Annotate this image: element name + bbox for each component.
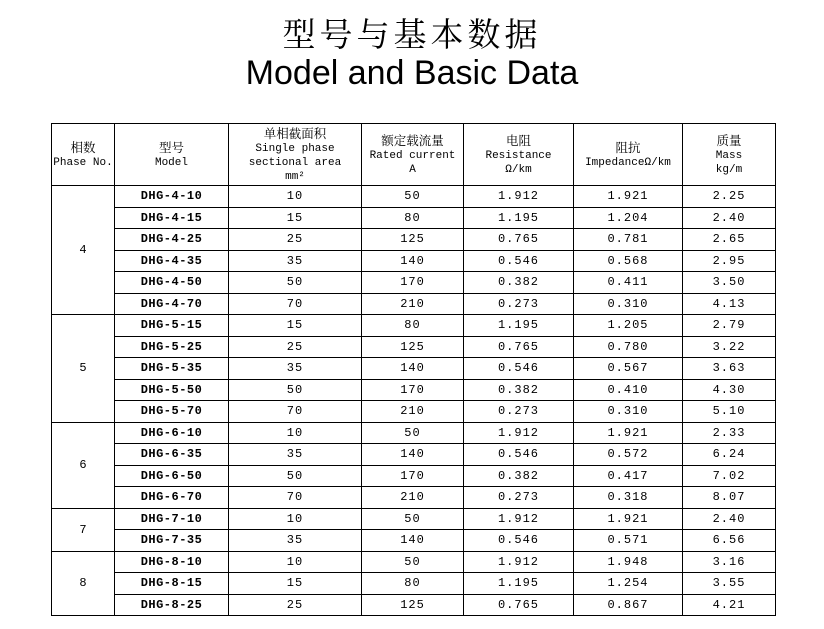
impedance-cell: 0.572 (574, 444, 683, 466)
rated-current-cell: 170 (362, 379, 464, 401)
mass-cell: 2.40 (683, 207, 776, 229)
rated-current-cell: 80 (362, 315, 464, 337)
phase-cell: 7 (52, 508, 115, 551)
header-resistance-line: Resistance (485, 149, 552, 162)
header-mass-line: 质量 (716, 132, 742, 148)
table-row (52, 487, 776, 509)
resistance-cell: 0.382 (464, 272, 574, 294)
rated-current-cell: 140 (362, 250, 464, 272)
rated-current-cell: 80 (362, 207, 464, 229)
impedance-cell: 1.921 (574, 508, 683, 530)
model-cell: DHG-7-10 (115, 508, 229, 530)
rated-current-cell: 80 (362, 573, 464, 595)
resistance-cell: 0.382 (464, 379, 574, 401)
header-rated-current (362, 124, 464, 186)
rated-current-cell: 210 (362, 293, 464, 315)
model-cell: DHG-4-10 (115, 186, 229, 208)
impedance-cell: 0.571 (574, 530, 683, 552)
sectional-area-cell: 25 (229, 594, 362, 616)
header-mass-line: kg/m (715, 163, 743, 176)
sectional-area-cell: 50 (229, 379, 362, 401)
sectional-area-cell: 15 (229, 315, 362, 337)
header-model (115, 124, 229, 186)
sectional-area-cell: 35 (229, 530, 362, 552)
model-cell: DHG-7-35 (115, 530, 229, 552)
resistance-cell: 1.195 (464, 315, 574, 337)
header-mass-line: Mass (715, 149, 743, 162)
mass-cell: 2.25 (683, 186, 776, 208)
rated-current-cell: 210 (362, 401, 464, 423)
sectional-area-cell: 70 (229, 487, 362, 509)
sectional-area-cell: 35 (229, 250, 362, 272)
header-impedance-line: ImpedanceΩ/km (585, 156, 671, 169)
rated-current-cell: 50 (362, 508, 464, 530)
phase-cell: 5 (52, 315, 115, 423)
resistance-cell: 1.912 (464, 186, 574, 208)
rated-current-cell: 125 (362, 229, 464, 251)
model-cell: DHG-8-25 (115, 594, 229, 616)
sectional-area-cell: 25 (229, 229, 362, 251)
table-row (52, 379, 776, 401)
resistance-cell: 0.765 (464, 594, 574, 616)
table-row (52, 207, 776, 229)
table-row (52, 229, 776, 251)
model-cell: DHG-4-15 (115, 207, 229, 229)
mass-cell: 2.79 (683, 315, 776, 337)
model-cell: DHG-5-15 (115, 315, 229, 337)
page-title-zh: 型号与基本数据 (282, 15, 542, 54)
table-row (52, 250, 776, 272)
model-cell: DHG-4-70 (115, 293, 229, 315)
impedance-cell: 0.310 (574, 401, 683, 423)
table-row (52, 444, 776, 466)
sectional-area-cell: 25 (229, 336, 362, 358)
table-row (52, 551, 776, 573)
impedance-cell: 0.867 (574, 594, 683, 616)
model-cell: DHG-5-70 (115, 401, 229, 423)
header-phase-line: 相数 (70, 139, 96, 155)
impedance-cell: 0.568 (574, 250, 683, 272)
impedance-cell: 0.567 (574, 358, 683, 380)
mass-cell: 3.63 (683, 358, 776, 380)
model-cell: DHG-4-25 (115, 229, 229, 251)
header-phase-line: Phase No. (53, 156, 113, 169)
mass-cell: 3.55 (683, 573, 776, 595)
model-cell: DHG-4-35 (115, 250, 229, 272)
resistance-cell: 0.765 (464, 229, 574, 251)
model-basic-data-table (51, 123, 776, 616)
header-rated-current-line: 额定载流量 (381, 132, 444, 148)
impedance-cell: 0.417 (574, 465, 683, 487)
header-model-line: 型号 (158, 139, 184, 155)
table-row (52, 272, 776, 294)
impedance-cell: 1.921 (574, 422, 683, 444)
model-cell: DHG-4-50 (115, 272, 229, 294)
page-title (0, 14, 824, 93)
table-row (52, 186, 776, 208)
mass-cell: 6.24 (683, 444, 776, 466)
impedance-cell: 1.921 (574, 186, 683, 208)
mass-cell: 8.07 (683, 487, 776, 509)
model-cell: DHG-8-15 (115, 573, 229, 595)
model-cell: DHG-6-70 (115, 487, 229, 509)
header-sectional-area (229, 124, 362, 186)
impedance-cell: 0.318 (574, 487, 683, 509)
resistance-cell: 0.765 (464, 336, 574, 358)
header-impedance (574, 124, 683, 186)
rated-current-cell: 50 (362, 186, 464, 208)
mass-cell: 2.33 (683, 422, 776, 444)
impedance-cell: 0.410 (574, 379, 683, 401)
page-title-en: Model and Basic Data (245, 54, 579, 93)
model-cell: DHG-6-35 (115, 444, 229, 466)
header-phase (52, 124, 115, 186)
rated-current-cell: 50 (362, 551, 464, 573)
mass-cell: 7.02 (683, 465, 776, 487)
resistance-cell: 0.546 (464, 250, 574, 272)
mass-cell: 2.40 (683, 508, 776, 530)
table-row (52, 530, 776, 552)
rated-current-cell: 125 (362, 594, 464, 616)
header-rated-current-line: Rated current (369, 149, 456, 162)
header-sectional-area-line: 单相截面积 (263, 125, 327, 141)
sectional-area-cell: 70 (229, 401, 362, 423)
table-row (52, 293, 776, 315)
rated-current-cell: 170 (362, 465, 464, 487)
phase-cell: 6 (52, 422, 115, 508)
resistance-cell: 0.273 (464, 293, 574, 315)
header-resistance-line: Ω/km (505, 163, 532, 176)
mass-cell: 2.95 (683, 250, 776, 272)
resistance-cell: 0.546 (464, 358, 574, 380)
mass-cell: 3.50 (683, 272, 776, 294)
impedance-cell: 1.205 (574, 315, 683, 337)
header-resistance-line: 电阻 (505, 132, 531, 148)
rated-current-cell: 210 (362, 487, 464, 509)
header-model-line: Model (154, 156, 188, 169)
header-resistance (464, 124, 574, 186)
rated-current-cell: 170 (362, 272, 464, 294)
mass-cell: 2.65 (683, 229, 776, 251)
rated-current-cell: 50 (362, 422, 464, 444)
header-sectional-area-line: Single phase (255, 142, 335, 155)
model-cell: DHG-5-25 (115, 336, 229, 358)
impedance-cell: 0.781 (574, 229, 683, 251)
header-sectional-area-line: sectional area (248, 156, 342, 169)
sectional-area-cell: 50 (229, 272, 362, 294)
rated-current-cell: 125 (362, 336, 464, 358)
resistance-cell: 0.273 (464, 401, 574, 423)
sectional-area-cell: 50 (229, 465, 362, 487)
table-row (52, 465, 776, 487)
mass-cell: 3.22 (683, 336, 776, 358)
table-row (52, 358, 776, 380)
header-sectional-area-line: mm² (285, 170, 305, 183)
table-row (52, 594, 776, 616)
mass-cell: 4.21 (683, 594, 776, 616)
table-row (52, 315, 776, 337)
header-impedance-line: 阻抗 (615, 139, 641, 155)
table-header (52, 124, 776, 186)
resistance-cell: 1.195 (464, 207, 574, 229)
model-cell: DHG-8-10 (115, 551, 229, 573)
model-cell: DHG-5-50 (115, 379, 229, 401)
mass-cell: 4.30 (683, 379, 776, 401)
resistance-cell: 0.546 (464, 530, 574, 552)
mass-cell: 4.13 (683, 293, 776, 315)
impedance-cell: 0.780 (574, 336, 683, 358)
impedance-cell: 0.310 (574, 293, 683, 315)
table-row (52, 422, 776, 444)
rated-current-cell: 140 (362, 444, 464, 466)
table-row (52, 508, 776, 530)
mass-cell: 5.10 (683, 401, 776, 423)
phase-cell: 8 (52, 551, 115, 616)
impedance-cell: 1.204 (574, 207, 683, 229)
model-cell: DHG-6-10 (115, 422, 229, 444)
table-body (52, 186, 776, 616)
sectional-area-cell: 15 (229, 207, 362, 229)
table-row (52, 336, 776, 358)
resistance-cell: 0.273 (464, 487, 574, 509)
impedance-cell: 1.948 (574, 551, 683, 573)
mass-cell: 3.16 (683, 551, 776, 573)
mass-cell: 6.56 (683, 530, 776, 552)
sectional-area-cell: 35 (229, 358, 362, 380)
sectional-area-cell: 70 (229, 293, 362, 315)
sectional-area-cell: 10 (229, 422, 362, 444)
header-rated-current-line: A (409, 163, 416, 176)
model-cell: DHG-6-50 (115, 465, 229, 487)
resistance-cell: 0.546 (464, 444, 574, 466)
table-row (52, 401, 776, 423)
sectional-area-cell: 10 (229, 508, 362, 530)
header-mass (683, 124, 776, 186)
sectional-area-cell: 10 (229, 186, 362, 208)
sectional-area-cell: 10 (229, 551, 362, 573)
impedance-cell: 1.254 (574, 573, 683, 595)
resistance-cell: 1.912 (464, 422, 574, 444)
rated-current-cell: 140 (362, 530, 464, 552)
resistance-cell: 1.912 (464, 508, 574, 530)
model-cell: DHG-5-35 (115, 358, 229, 380)
rated-current-cell: 140 (362, 358, 464, 380)
sectional-area-cell: 35 (229, 444, 362, 466)
resistance-cell: 0.382 (464, 465, 574, 487)
resistance-cell: 1.912 (464, 551, 574, 573)
header-row (52, 124, 776, 186)
resistance-cell: 1.195 (464, 573, 574, 595)
impedance-cell: 0.411 (574, 272, 683, 294)
phase-cell: 4 (52, 186, 115, 315)
table-row (52, 573, 776, 595)
sectional-area-cell: 15 (229, 573, 362, 595)
